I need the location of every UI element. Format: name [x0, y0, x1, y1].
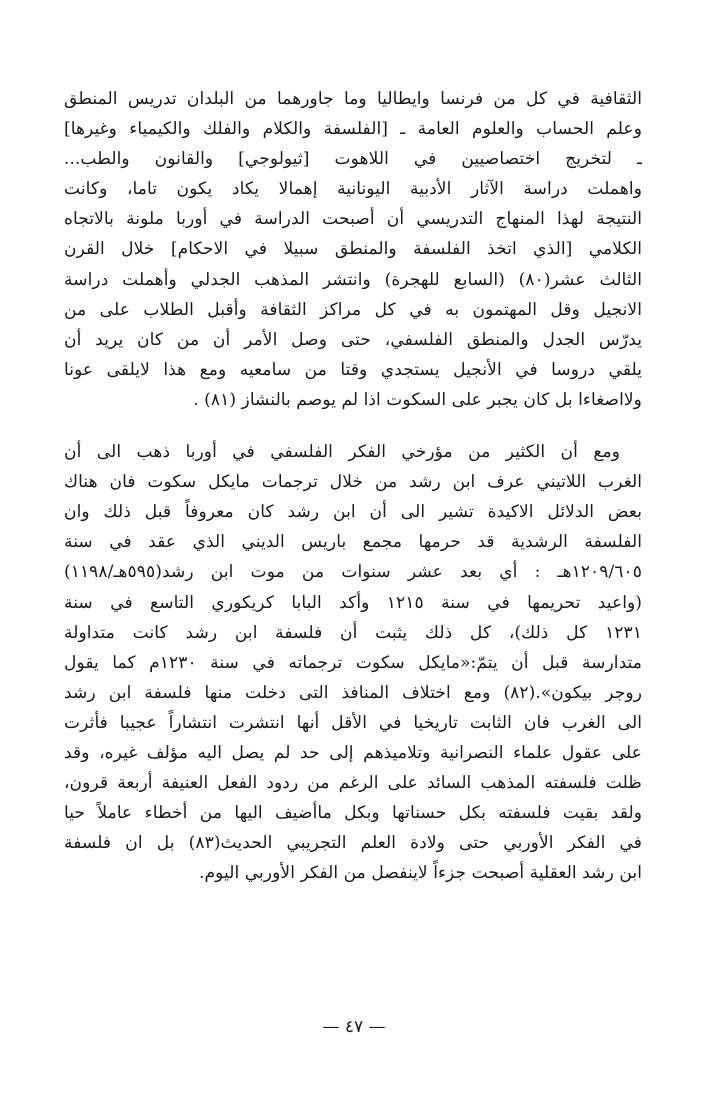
- text-line: متدارسة قبل أن يتمّ:«مايكل سكوت ترجماته في سنة ١٢٣٠م كما يقول: [64, 652, 642, 673]
- text-line: على عقول علماء النصرانية وتلاميذهم إلى حد لم يصل اليه مؤلف غيره، وقد: [64, 742, 642, 763]
- page-body: [64, 84, 642, 888]
- text-line: الثالث عشر(٨٠) (السابع للهجرة) وانتشر المذهب الجدلي وأهملت دراسة: [64, 269, 642, 290]
- text-line: ابن رشد العقلية أصبحت جزءاً لاينفصل من الفكر الأوربي اليوم.: [199, 863, 642, 884]
- text-line: الفلسفة الرشدية قد حرمها مجمع باريس الديني الذي عقد في سنة: [64, 532, 642, 553]
- text-line: (واعيد تحريمها في سنة ١٢١٥ وأكد البابا كريكوري التاسع في سنة: [64, 592, 642, 613]
- text-line: يلقي دروسا في الأنجيل يستجدي وقتا من سامعيه ومع هذا لايلقى عونا: [64, 359, 642, 380]
- text-line: واهملت دراسة الآثار الأدبية اليونانية إهمالا يكاد يكون تاما، وكانت: [64, 179, 642, 200]
- text-line: يدرّس الجدل والمنطق الفلسفي، حتى وصل الأمر أن من كان يريد أن: [64, 329, 642, 350]
- text-line: بعض الدلائل الاكيدة تشير الى أن ابن رشد كان معروفاً قبل ذلك وان: [64, 502, 642, 523]
- paragraph-spacer: [64, 415, 642, 437]
- text-line: وعلم الحساب والعلوم العامة ـ [الفلسفة والكلام والفلك والكيمياء وغيرها]: [64, 119, 642, 140]
- text-line: ظلت فلسفته المذهب السائد على الرغم من ردود الفعل العنيفة أربعة قرون،: [64, 773, 642, 794]
- text-line: النتيجة لهذا المنهاج التدريسي أن أصبحت الدراسة في أوربا ملونة بالاتجاه: [64, 209, 642, 230]
- text-line: ولااصغاءا بل كان يجبر على السكوت اذا لم يوصم بالنشاز (٨١) .: [193, 389, 642, 410]
- paragraph-2: [64, 437, 642, 888]
- page-number: — ٤٧ —: [322, 1017, 386, 1037]
- text-line: روجر بيكون».(٨٢) ومع اختلاف المنافذ التى دخلت منها فلسفة ابن رشد: [64, 682, 642, 703]
- text-line: ـ لتخريج اختصاصيين في اللاهوت [ثيولوجي] والقانون والطب...: [64, 149, 642, 170]
- text-line: الثقافية في كل من فرنسا وايطاليا وما جاورهما من البلدان تدريس المنطق: [64, 89, 642, 109]
- text-line: في الفكر الأوربي حتى ولادة العلم التجريبي الحديث(٨٣) بل ان فلسفة: [64, 833, 642, 854]
- text-line: الانجيل وقل المهتمون به في كل مراكز الثقافة وأقبل الطلاب على من: [64, 299, 642, 320]
- text-line: ١٢٠٩/٦٠٥هـ : أي بعد عشر سنوات من موت ابن رشد(٥٩٥هـ/١١٩٨): [64, 562, 642, 583]
- text-line: ومع أن الكثير من مؤرخي الفكر الفلسفي في أوربا ذهب الى أن: [64, 442, 620, 463]
- paragraph-1: [64, 84, 642, 415]
- text-line: الغرب اللاتيني عرف ابن رشد من خلال ترجمات مايكل سكوت فان هناك: [64, 472, 642, 493]
- text-line: ١٢٣١ كل ذلك)، كل ذلك يثبت أن فلسفة ابن رشد كانت متداولة: [64, 622, 642, 643]
- text-line: الى الغرب فان الثابت تاريخيا في الأقل أنها انتشرت انتشاراً عجيبا فأثرت: [64, 712, 642, 733]
- text-line: ولقد بقيت فلسفته بكل حسناتها وبكل ماأضيف اليها من أخطاء عاملاً حيا: [64, 803, 642, 824]
- text-line: الكلامي [الذي اتخذ الفلسفة والمنطق سبيلا في الاحكام] خلال القرن: [64, 239, 642, 260]
